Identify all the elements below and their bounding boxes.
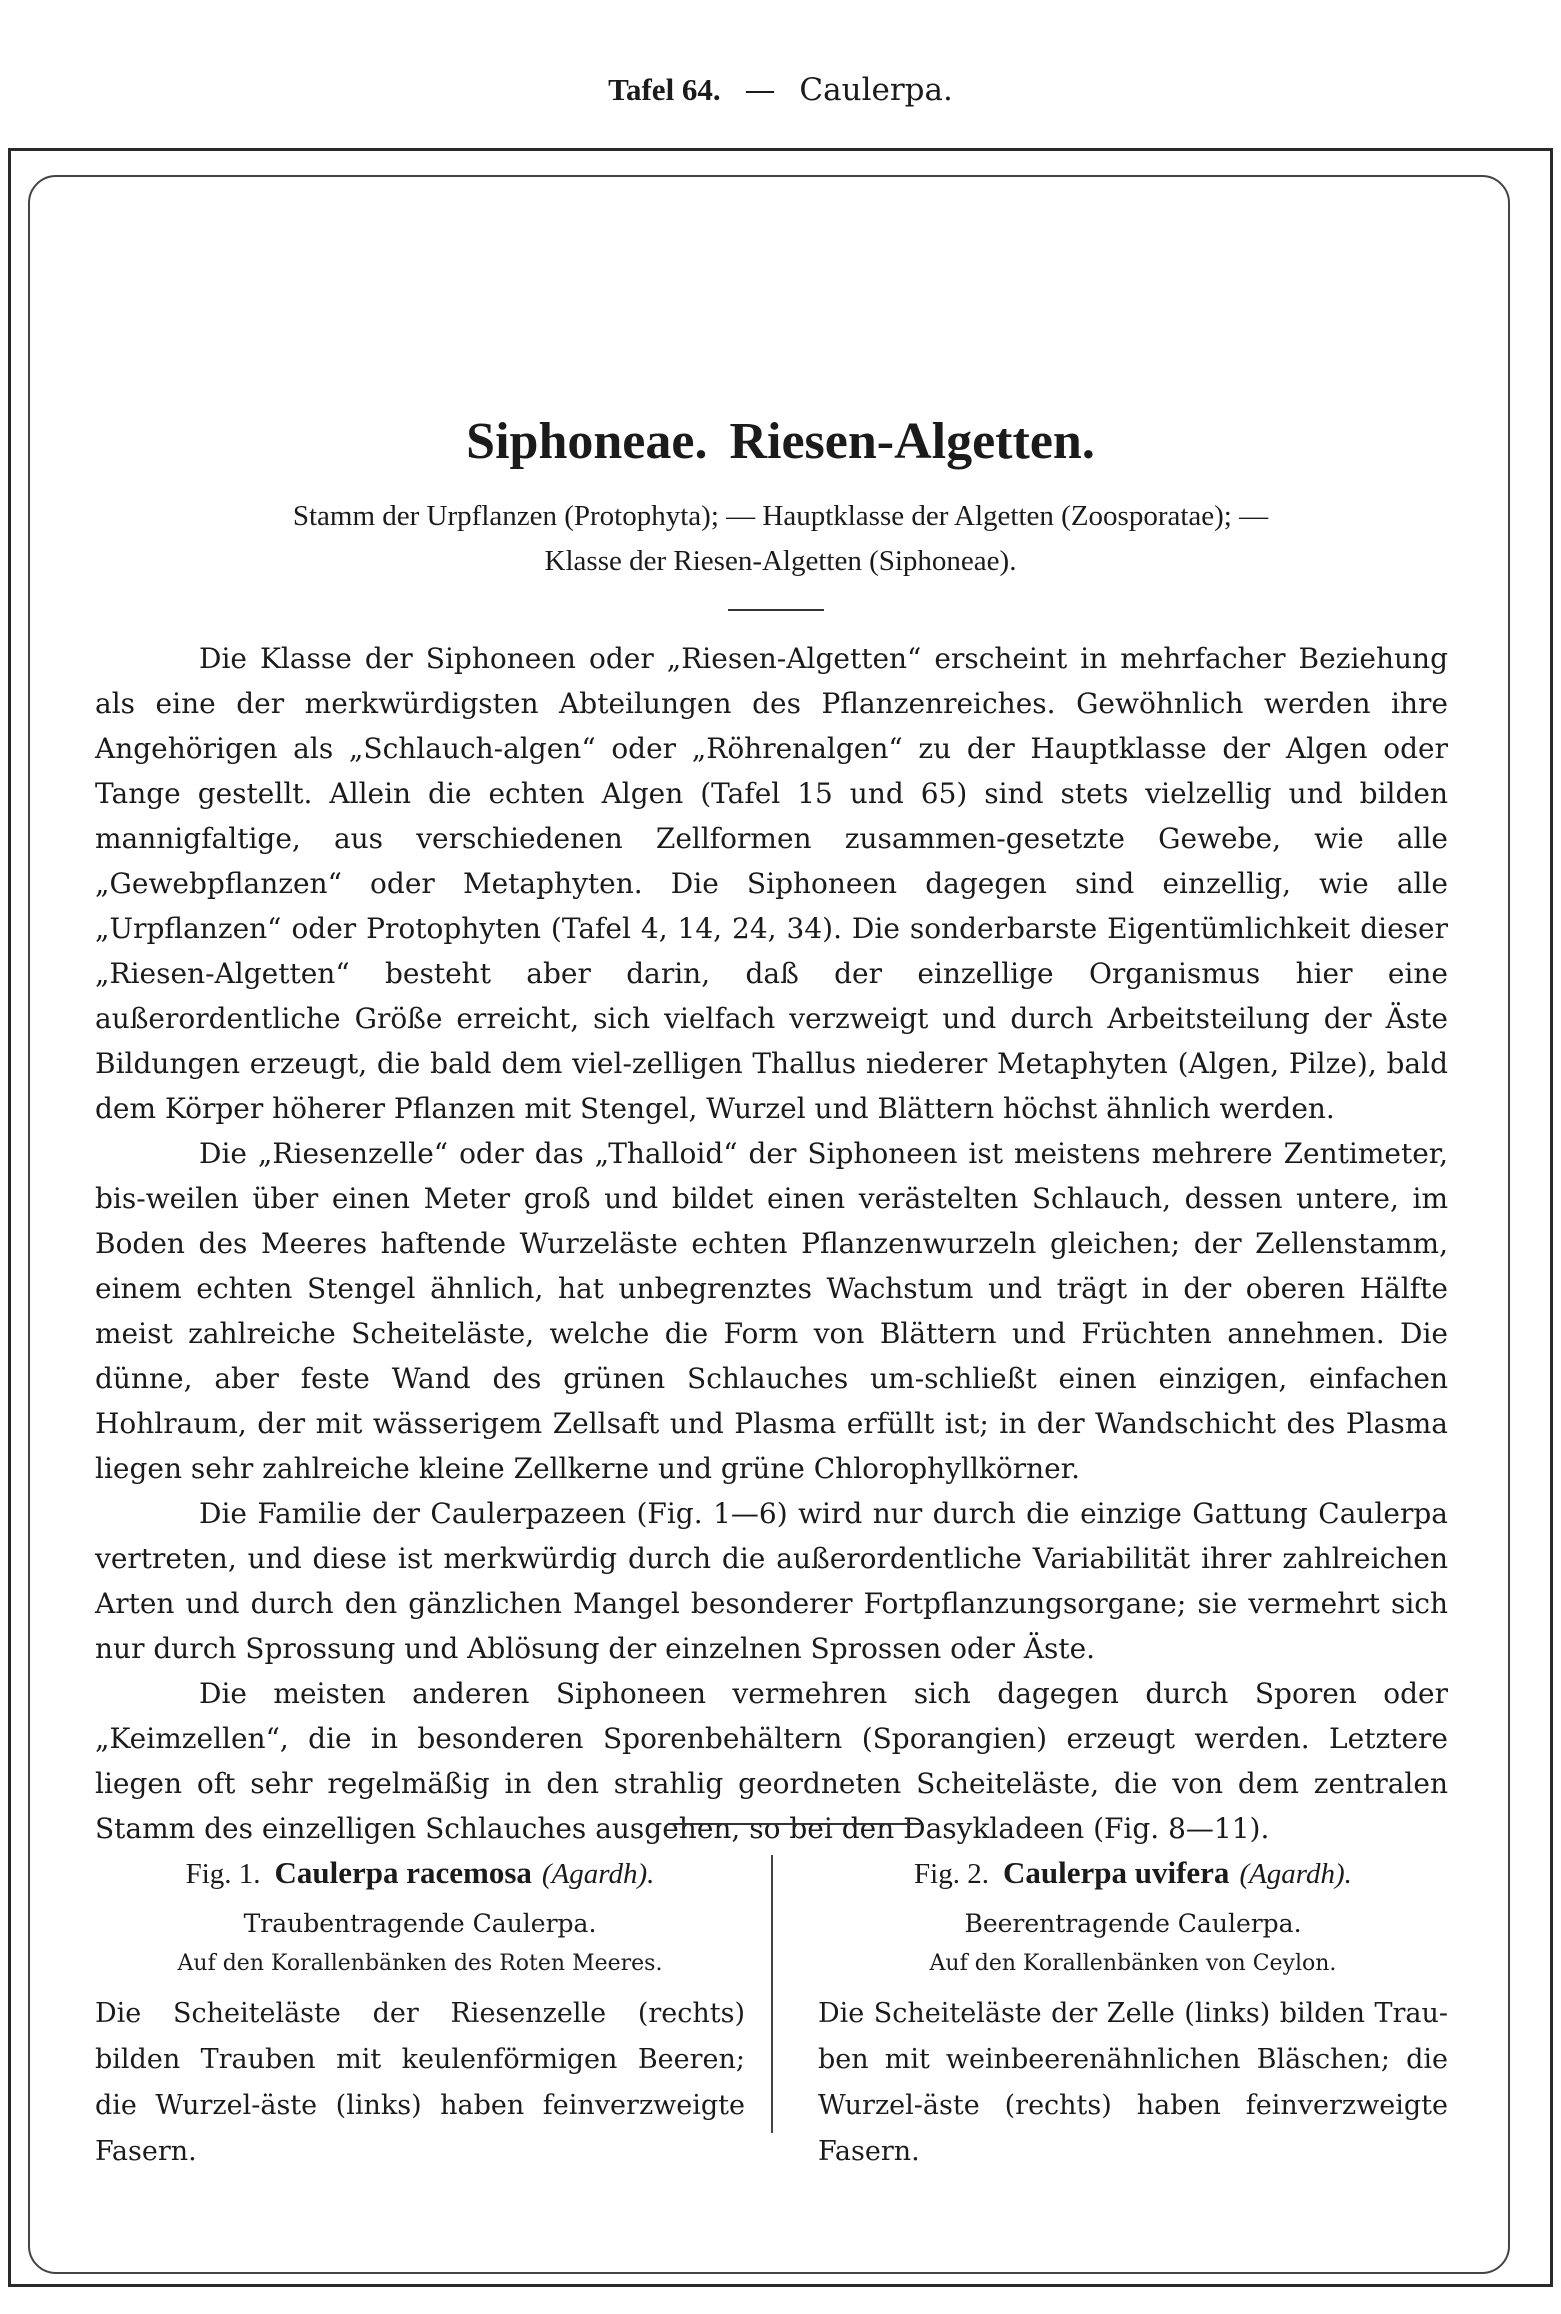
habitat-location: Auf den Korallenbänken von Ceylon. bbox=[929, 1951, 1337, 1976]
outer-border-bottom bbox=[8, 2284, 1553, 2287]
figure-caption-2 bbox=[818, 1852, 1448, 2175]
outer-border-top bbox=[8, 148, 1553, 151]
figure-number: Fig. 1. bbox=[185, 1858, 261, 1890]
caption-divider-rule bbox=[668, 1823, 920, 1825]
species-author: (Agardh). bbox=[1239, 1858, 1352, 1890]
title-latin: Siphoneae. bbox=[466, 413, 708, 470]
paragraph: Die Familie der Caulerpazeen (Fig. 1—6) wird nur durch die einzige Gattung Caulerpa vertreten, und diese ist merkwürdig durch die außerordentliche Variabilität ihrer zahlreichen Arten und durch den gänzlichen Mangel besonderer Fortpflanzungsorgane; sie vermehrt sich nur durch Sprossung und Ablösung der einzelnen Sprossen oder Äste. bbox=[95, 1497, 1448, 1665]
classification-line-2: Klasse der Riesen-Algetten (Siphoneae). bbox=[544, 545, 1017, 577]
caption-description: Die Scheiteläste der Zelle (links) bilden Trau-ben mit weinbeerenähnlichen Bläschen; die Wurzel-äste (rechts) haben feinverzweigte Fasern. bbox=[818, 1998, 1448, 2167]
paragraph: Die „Riesenzelle“ oder das „Thalloid“ der Siphoneen ist meistens mehrere Zentimeter, bis-weilen über einen Meter groß und bildet einen verästelten Schlauch, dessen untere, im Boden des Meeres haftende Wurzeläste echten Pflanzenwurzeln gleichen; der Zellenstamm, einem echten Stengel ähnlich, hat unbegrenztes Wachstum und trägt in der oberen Hälfte meist zahlreiche Scheiteläste, welche die Form von Blättern und Früchten annehmen. Die dünne, aber feste Wand des grünen Schlauches um-schließt einen einzigen, einfachen Hohlraum, der mit wässerigem Zellsaft und Plasma erfüllt ist; in der Wandschicht des Plasma liegen sehr zahlreiche kleine Zellkerne und grüne Chlorophyllkörner. bbox=[95, 1137, 1448, 1485]
habitat-location: Auf den Korallenbänken des Roten Meeres. bbox=[177, 1951, 663, 1976]
species-name: Caulerpa uvifera bbox=[1002, 1855, 1230, 1890]
header-dash: — bbox=[744, 72, 776, 108]
species-author: (Agardh). bbox=[541, 1858, 655, 1890]
common-name: Beerentragende Caulerpa. bbox=[964, 1909, 1302, 1938]
caption-column-divider bbox=[771, 1855, 773, 2133]
plate-number: Tafel 64. bbox=[608, 72, 721, 107]
caption-heading bbox=[818, 1852, 1448, 1895]
classification-line-1: Stamm der Urpflanzen (Protophyta); — Hauptklasse der Algetten (Zoosporatae); — bbox=[292, 500, 1269, 532]
figure-caption-1 bbox=[95, 1852, 745, 2175]
title-german: Riesen-Algetten. bbox=[729, 413, 1095, 470]
paragraph: Die Klasse der Siphoneen oder „Riesen-Algetten“ erscheint in mehrfacher Beziehung als eine der merkwürdigsten Abteilungen des Pflanzenreiches. Gewöhnlich werden ihre Angehörigen als „Schlauch-algen“ oder „Röhrenalgen“ zu der Hauptklasse der Algen oder Tange gestellt. Allein die echten Algen (Tafel 15 und 65) sind stets vielzellig und bilden mannigfaltige, aus verschiedenen Zellformen zusammen-gesetzte Gewebe, wie alle „Gewebpflanzen“ oder Metaphyten. Die Siphoneen dagegen sind einzellig, wie alle „Urpflanzen“ oder Protophyten (Tafel 4, 14, 24, 34). Die sonderbarste Eigentümlichkeit dieser „Riesen-Algetten“ besteht aber darin, daß der einzellige Organismus hier eine außerordentliche Größe erreicht, sich vielfach verzweigt und durch Arbeitsteilung der Äste Bildungen erzeugt, die bald dem viel-zelligen Thallus niederer Metaphyten (Algen, Pilze), bald dem Körper höherer Pflanzen mit Stengel, Wurzel und Blättern höchst ähnlich werden. bbox=[95, 642, 1448, 1125]
figure-number: Fig. 2. bbox=[914, 1858, 989, 1890]
caption-description: Die Scheiteläste der Riesenzelle (rechts) bilden Trauben mit keulenförmigen Beeren; die Wurzel-äste (links) haben feinverzweigte Fasern. bbox=[95, 1998, 745, 2167]
plate-subject: Caulerpa. bbox=[799, 72, 953, 108]
title-divider bbox=[728, 609, 824, 611]
body-text bbox=[95, 636, 1448, 1851]
paragraph: Die meisten anderen Siphoneen vermehren sich dagegen durch Sporen oder „Keimzellen“, die in besonderen Sporenbehältern (Sporangien) erzeugt werden. Letztere liegen oft sehr regelmäßig in den strahlig geordneten Scheiteläste, die von dem zentralen Stamm des einzelligen Schlauches ausgehen, so bei den Dasykladeen (Fig. 8—11). bbox=[95, 1677, 1448, 1845]
caption-heading bbox=[95, 1852, 745, 1895]
page-title bbox=[0, 412, 1561, 471]
page-header bbox=[0, 72, 1561, 108]
common-name: Traubentragende Caulerpa. bbox=[243, 1909, 597, 1938]
species-name: Caulerpa racemosa bbox=[274, 1855, 532, 1890]
